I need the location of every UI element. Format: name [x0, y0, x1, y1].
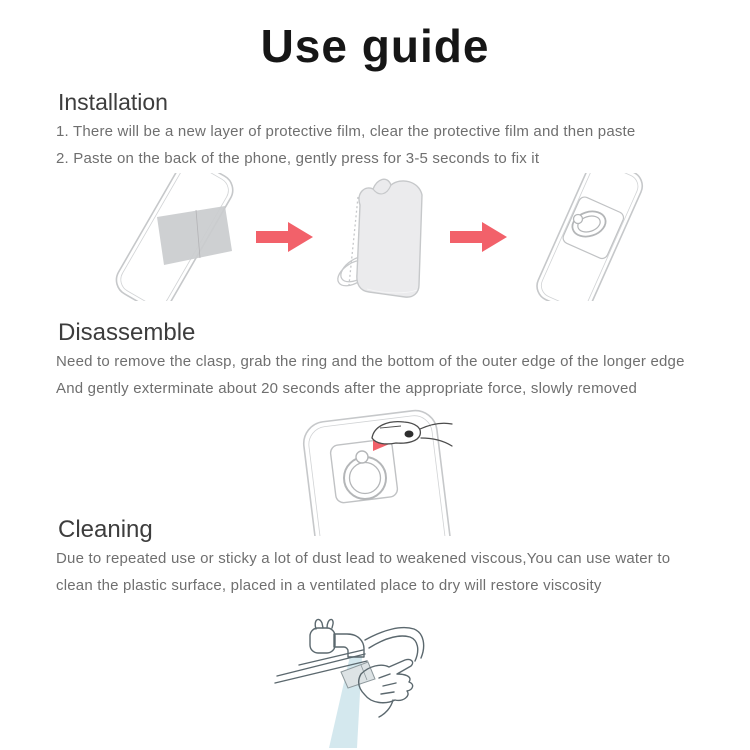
installation-step-1: 1. There will be a new layer of protective film, clear the protective film and then paste — [56, 123, 636, 140]
cleaning-line-2: clean the plastic surface, placed in a ventilated place to dry will restore viscosity — [56, 577, 602, 594]
arrow-right-icon — [255, 218, 315, 256]
installation-step-2: 2. Paste on the back of the phone, gently press for 3-5 seconds to fix it — [56, 150, 540, 167]
cleaning-illustration — [265, 610, 485, 748]
peel-film-illustration — [327, 173, 437, 301]
phone-with-film-illustration — [97, 173, 243, 301]
disassemble-line-2: And gently exterminate about 20 seconds after the appropriate force, slowly removed — [56, 380, 638, 397]
phone-with-ring-illustration — [521, 173, 653, 301]
disassemble-illustration — [275, 400, 475, 536]
cleaning-line-1: Due to repeated use or sticky a lot of dust lead to weakened viscous,You can use water to — [56, 550, 671, 567]
disassemble-heading: Disassemble — [58, 319, 196, 346]
installation-heading: Installation — [58, 89, 168, 115]
installation-illustration-row — [0, 172, 750, 302]
page-title: Use guide — [260, 20, 490, 72]
cleaning-heading: Cleaning — [58, 516, 153, 543]
disassemble-line-1: Need to remove the clasp, grab the ring and the bottom of the outer edge of the longer edge — [56, 353, 685, 370]
arrow-right-icon — [449, 218, 509, 256]
